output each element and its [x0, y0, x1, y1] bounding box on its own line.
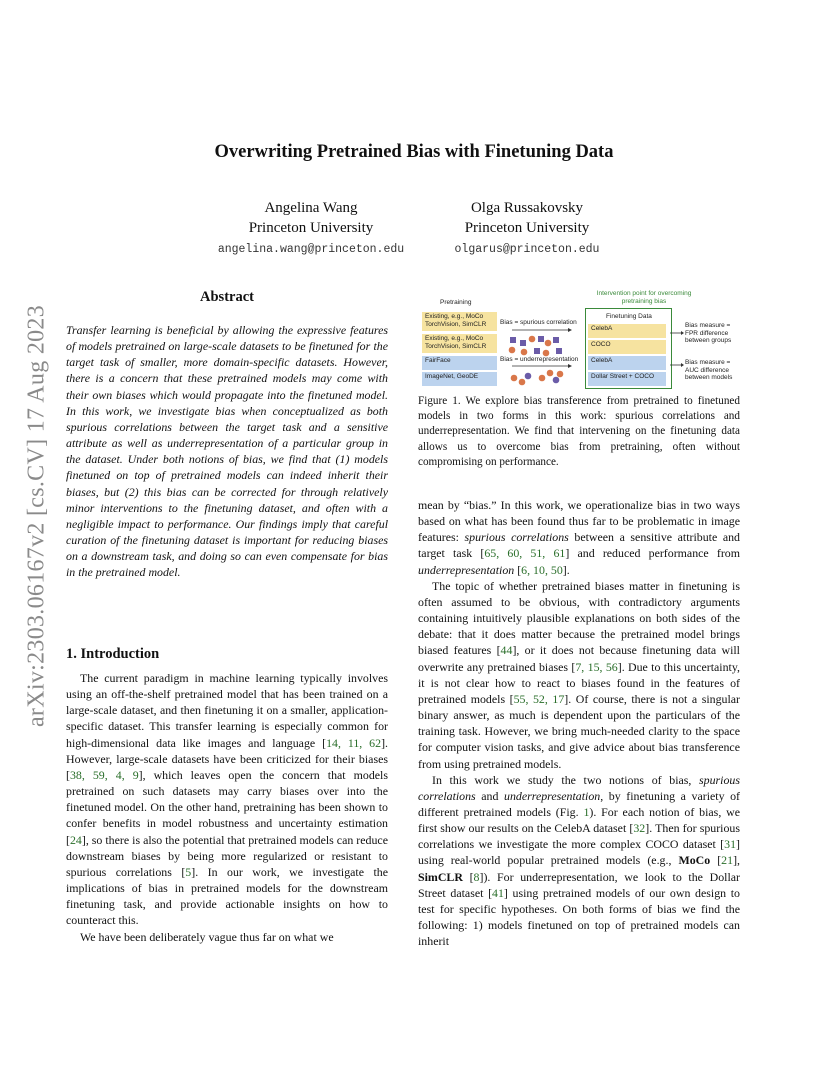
intervention-label: Intervention point for overcoming pretraining bias — [596, 290, 692, 305]
measure-arrows — [670, 330, 686, 370]
orange-dot — [545, 340, 552, 347]
orange-dot — [519, 379, 526, 386]
arrow-head — [568, 364, 572, 368]
right-column-body — [418, 497, 740, 949]
citation[interactable]: 44 — [500, 643, 513, 658]
author-email: angelina.wang@princeton.edu — [217, 243, 405, 256]
purple-square — [553, 337, 559, 343]
citation[interactable]: 41 — [492, 885, 504, 900]
bias-measure-fpr: Bias measure = FPR difference between groups — [685, 322, 732, 344]
citation[interactable]: 32 — [633, 821, 646, 836]
pretrain-box-3: FairFace — [422, 356, 497, 370]
right-paragraph-1: mean by “bias.” In this work, we operationalize bias in two ways based on what has been found thus far to be problematic in image features: spurious correlations between a sensitive attribute and target task [65, 60, 51, 61] and reduced performance from underrepresentation [6, 10, 50]. — [418, 498, 741, 577]
author-email: olgarus@princeton.edu — [454, 243, 600, 256]
citation[interactable]: 31 — [724, 837, 737, 852]
arxiv-sidebar-stamp — [22, 278, 52, 753]
citation[interactable]: 21 — [721, 853, 734, 868]
pretrain-box-2: Existing, e.g., MoCo TorchVision, SimCLR — [422, 334, 497, 353]
orange-dot — [557, 371, 564, 378]
pretraining-label: Pretraining — [440, 299, 472, 306]
arrow-head — [681, 331, 684, 335]
bias-under-label: Bias = underrepresentation — [500, 356, 579, 363]
citation[interactable]: 38, 59, 4, 9 — [69, 767, 139, 782]
intro-paragraph-2: We have been deliberately vague thus far on what we — [80, 929, 334, 944]
figure-1-diagram — [418, 288, 738, 388]
citation[interactable]: 1 — [583, 804, 590, 819]
intro-paragraph-1: The current paradigm in machine learning typically involves using an off-the-shelf pretrained model that has been trained on a large-scale dataset, and then finetuning it on a smaller, application-specific dataset. This transfer learning is especially common for high-dimensional data like images and language [14, 11, 62]. However, large-scale datasets have been criticized for their biases [38, 59, 4, 9], which leaves open the concern that models pretrained on such datasets may carry biases over into the finetuned model. On the other hand, pretraining has been shown to confer benefits in model robustness and uncertainty estimation [24], so there is also the potential that pretrained models can reduce downstream biases by being more regularized or resistant to spurious correlations [5]. In our work, we investigate the implications of bias in pretrained models for the downstream finetuning task, and provide actionable insights on how to counteract this. — [66, 671, 388, 928]
author-name: Olga Russakovsky — [470, 200, 584, 216]
bias-measure-auc: Bias measure = AUC difference between models — [685, 359, 733, 381]
citation[interactable]: 6, 10, 50 — [521, 562, 563, 577]
arxiv-id: arXiv:2303.06167v2 [cs.CV] 17 Aug 2023 — [23, 304, 50, 727]
abstract-body — [66, 322, 388, 581]
right-paragraph-2: The topic of whether pretrained biases matter in finetuning is often assumed to be obvious, with contradictory arguments containing intuitively plausible explanations on both sides of the debate: that it does matter because the pretrained model brings biased features [44], or it does not because finetuning data will overwrite any pretrained biases [7, 15, 56]. Due to this uncertainty, it is not clear how to react to biases found in the features of pretrained models [55, 52, 17]. Of course, there is not a singular binary answer, as much is dependent upon the particulars of the training task. However, we bring much-needed clarity to the space for computer vision tasks, and give advice about bias transference from using pretrained models. — [418, 578, 740, 771]
citation[interactable]: 24 — [69, 832, 82, 847]
purple-square — [534, 348, 540, 354]
citation[interactable]: 5 — [185, 864, 192, 879]
figure-1-caption: Figure 1. We explore bias transference from pretrained to finetuned models in two forms in this work: spurious correlations and underrepresentation. We find that intervening on the finetuning data allows us to overcome bias from pretraining, often without compromising on performance. — [418, 395, 740, 468]
citation[interactable]: 7, 15, 56 — [575, 659, 618, 674]
section-heading-introduction: 1. Introduction — [66, 646, 160, 662]
citation[interactable]: 14, 11, 62 — [326, 735, 382, 750]
finetune-box-1: CelebA — [588, 324, 666, 338]
finetune-box-2: COCO — [588, 340, 666, 354]
abstract-text: Transfer learning is beneficial by allowing the expressive features of models pretrained on large-scale datasets to be finetuned for the target task of smaller, more domain-specific datasets. However, there is a concern that these pretrained models may come with their own biases which would propagate into the finetuned model. In this work, we investigate bias when conceptualized as both spurious correlations between the target task and a sensitive attribute as well as underrepresentation of a particular group in the dataset. Under both notions of bias, we find that (1) models finetuned on top of pretrained models can indeed inherit their biases, but (2) this bias can be corrected for through relatively minor interventions to the finetuning dataset, and often with a negligible impact to performance. Our findings imply that careful curation of the finetuning dataset is important for reducing biases on a downstream task, and doing so can even compensate for bias in the pretrained model. — [66, 323, 388, 580]
abstract-heading: Abstract — [200, 289, 254, 305]
bias-glyphs — [498, 328, 586, 388]
citation[interactable]: 8 — [473, 869, 480, 884]
purple-square — [520, 340, 526, 346]
citation[interactable]: 55, 52, 17 — [513, 691, 565, 706]
right-paragraph-3: In this work we study the two notions of bias, spurious correlations and underrepresentation, by finetuning a variety of different pretrained models (Fig. 1). For each notion of bias, we first show our results on the CelebA dataset [32]. Then for spurious correlations we investigate the more complex COCO dataset [31] using real-world popular pretrained models (e.g., MoCo [21], SimCLR [8]). For underrepresentation, we look to the Dollar Street dataset [41] using pretrained models of our own design to test for specific hypotheses. On both forms of bias we find the following: 1) models finetuned on top of pretrained models can inherit — [418, 772, 740, 949]
purple-square — [510, 337, 516, 343]
arrow-head — [681, 363, 684, 367]
author-affiliation: Princeton University — [464, 220, 590, 236]
orange-dot — [511, 375, 518, 382]
orange-dot — [547, 370, 554, 377]
purple-square — [538, 336, 544, 342]
orange-dot — [543, 350, 550, 357]
orange-dot — [539, 375, 546, 382]
purple-dot — [525, 373, 532, 380]
citation[interactable]: 65, 60, 51, 61 — [484, 546, 566, 561]
author-block-2 — [397, 198, 657, 260]
arrow-head — [568, 328, 572, 332]
purple-dot — [553, 377, 560, 384]
author-name: Angelina Wang — [264, 200, 358, 216]
finetune-box-3: CelebA — [588, 356, 666, 370]
intro-body — [66, 670, 388, 945]
orange-dot — [529, 336, 536, 343]
pretrain-box-1: Existing, e.g., MoCo TorchVision, SimCLR — [422, 312, 497, 331]
author-affiliation: Princeton University — [248, 220, 374, 236]
finetuning-label: Finetuning Data — [606, 313, 652, 320]
paper-title: Overwriting Pretrained Bias with Finetuning Data — [214, 142, 614, 162]
bias-spurious-label: Bias = spurious correlation — [500, 319, 577, 326]
pretrain-box-4: ImageNet, GeoDE — [422, 372, 497, 386]
orange-dot — [521, 349, 528, 356]
purple-square — [556, 348, 562, 354]
finetune-box-4: Dollar Street + COCO — [588, 372, 666, 386]
orange-dot — [509, 347, 516, 354]
